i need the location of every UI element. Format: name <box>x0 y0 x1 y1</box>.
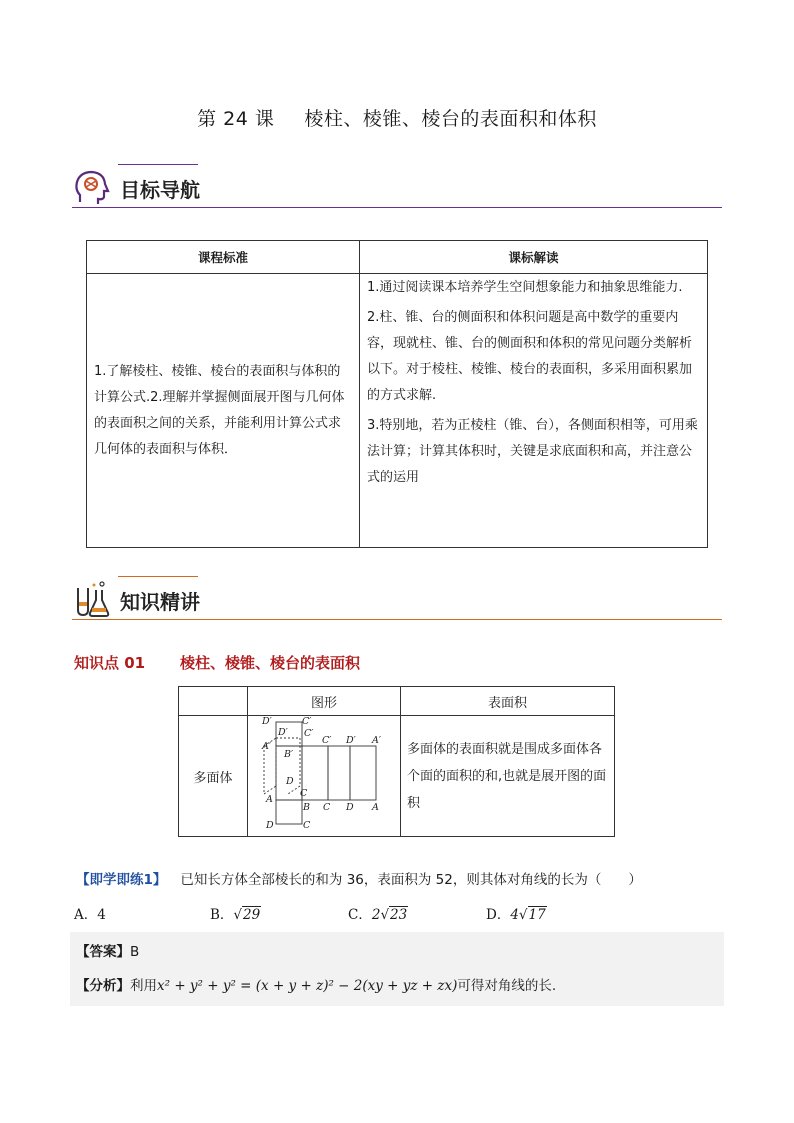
surface-description: 多面体的表面积就是围成多面体各个面的面积的和,也就是展开图的面积 <box>401 716 615 837</box>
knowledge-header-figure: 图形 <box>248 687 401 716</box>
fig-label: C <box>300 788 308 799</box>
fig-label: D′ <box>346 735 356 746</box>
option-b-text: 29 <box>243 907 261 923</box>
knowledge-header-surface: 表面积 <box>401 687 615 716</box>
knowledge-point-heading <box>74 652 360 673</box>
option-a[interactable] <box>74 903 106 923</box>
fig-label: A′ <box>372 735 382 746</box>
practice-question-text: 已知长方体全部棱长的和为 36，表面积为 52，则其体对角线的长为（ ） <box>180 872 642 888</box>
option-c-text: 23 <box>390 907 408 923</box>
knowledge-point-title: 棱柱、棱锥、棱台的表面积 <box>180 654 361 672</box>
option-a-letter: A． <box>74 907 98 923</box>
practice-question <box>76 868 642 888</box>
fig-label: B′ <box>284 749 294 760</box>
net-figure-cell <box>248 716 401 837</box>
interpretation-item-1: 1.通过阅读课本培养学生空间想象能力和抽象思维能力. <box>367 280 683 295</box>
section-goals-label: 目标导航 <box>120 178 200 202</box>
fig-label: A <box>372 802 379 813</box>
standards-header-left: 课程标准 <box>87 241 360 274</box>
interpretation-cell <box>360 274 708 548</box>
analysis-suffix: 可得对角线的长. <box>457 978 557 994</box>
option-c-prefix: 2 <box>371 907 381 923</box>
analysis-line <box>76 974 556 994</box>
option-c-letter: C． <box>348 907 372 923</box>
fig-label: B <box>303 802 310 813</box>
lesson-number: 第 24 课 <box>197 108 275 130</box>
fig-label: D <box>346 802 354 813</box>
practice-tag: 【即学即练1】 <box>76 872 167 888</box>
fig-label: C <box>323 802 331 813</box>
fig-label: D′ <box>278 727 288 738</box>
lesson-topic: 棱柱、棱锥、棱台的表面积和体积 <box>304 108 597 130</box>
answer-label: 【答案】 <box>76 944 130 960</box>
fig-label: D <box>266 820 274 831</box>
standard-text: 1.了解棱柱、棱锥、棱台的表面积与体积的计算公式.2.理解并掌握侧面展开图与几何体的表面积之间的关系，并能利用计算公式求几何体的表面积与体积． <box>94 363 345 457</box>
section-goals-header <box>72 164 722 208</box>
answer-value: B <box>130 944 140 960</box>
analysis-label: 【分析】 <box>76 978 130 994</box>
interpretation-item-3: 3.特别地，若为正棱柱（锥、台），各侧面积相等，可用乘法计算；计算其体积时，关键是求底面积和高，并注意公式的运用 <box>367 418 698 485</box>
fig-label: D′ <box>262 716 272 727</box>
option-d[interactable]: D．4√17 <box>486 907 546 923</box>
page-title <box>0 104 794 131</box>
option-b[interactable]: B．√29 <box>210 907 261 923</box>
option-c[interactable]: C．2√23 <box>348 907 408 923</box>
answer-box <box>70 932 724 1006</box>
option-d-text: 17 <box>528 907 546 923</box>
knowledge-table <box>178 686 615 837</box>
interpretation-item-2: 2.柱、锥、台的侧面积和体积问题是高中数学的重要内容，现就柱、锥、台的侧面积和体积的常见问题分类解析以下。对于棱柱、棱锥、棱台的表面积，多采用面积累加的方式求解. <box>367 310 693 403</box>
polyhedron-label: 多面体 <box>179 716 248 837</box>
knowledge-point-number: 知识点 01 <box>74 654 146 672</box>
fig-label: D <box>286 776 294 787</box>
answer-line <box>76 940 139 960</box>
analysis-prefix: 利用 <box>130 978 157 994</box>
standards-header-right: 课标解读 <box>360 241 708 274</box>
option-d-prefix: 4 <box>510 907 519 923</box>
option-a-text: 4 <box>97 907 106 923</box>
option-b-letter: B． <box>210 907 234 923</box>
fig-label: C′ <box>302 716 312 727</box>
brain-head-icon <box>72 168 112 208</box>
section-knowledge-header <box>72 576 722 620</box>
lab-flask-icon <box>72 580 112 620</box>
analysis-formula: x² + y² + y² = (x + y + z)² − 2(xy + yz + zx) <box>157 978 458 994</box>
fig-label: C′ <box>322 735 332 746</box>
prism-net-diagram <box>248 716 398 836</box>
knowledge-header-blank <box>179 687 248 716</box>
fig-label: A′ <box>262 741 272 752</box>
standards-cell <box>87 274 360 548</box>
fig-label: C <box>303 820 311 831</box>
option-d-letter: D． <box>486 907 511 923</box>
standards-table <box>86 240 708 548</box>
fig-label: A <box>266 794 273 805</box>
section-knowledge-label: 知识精讲 <box>120 590 200 614</box>
fig-label: C′ <box>304 728 314 739</box>
